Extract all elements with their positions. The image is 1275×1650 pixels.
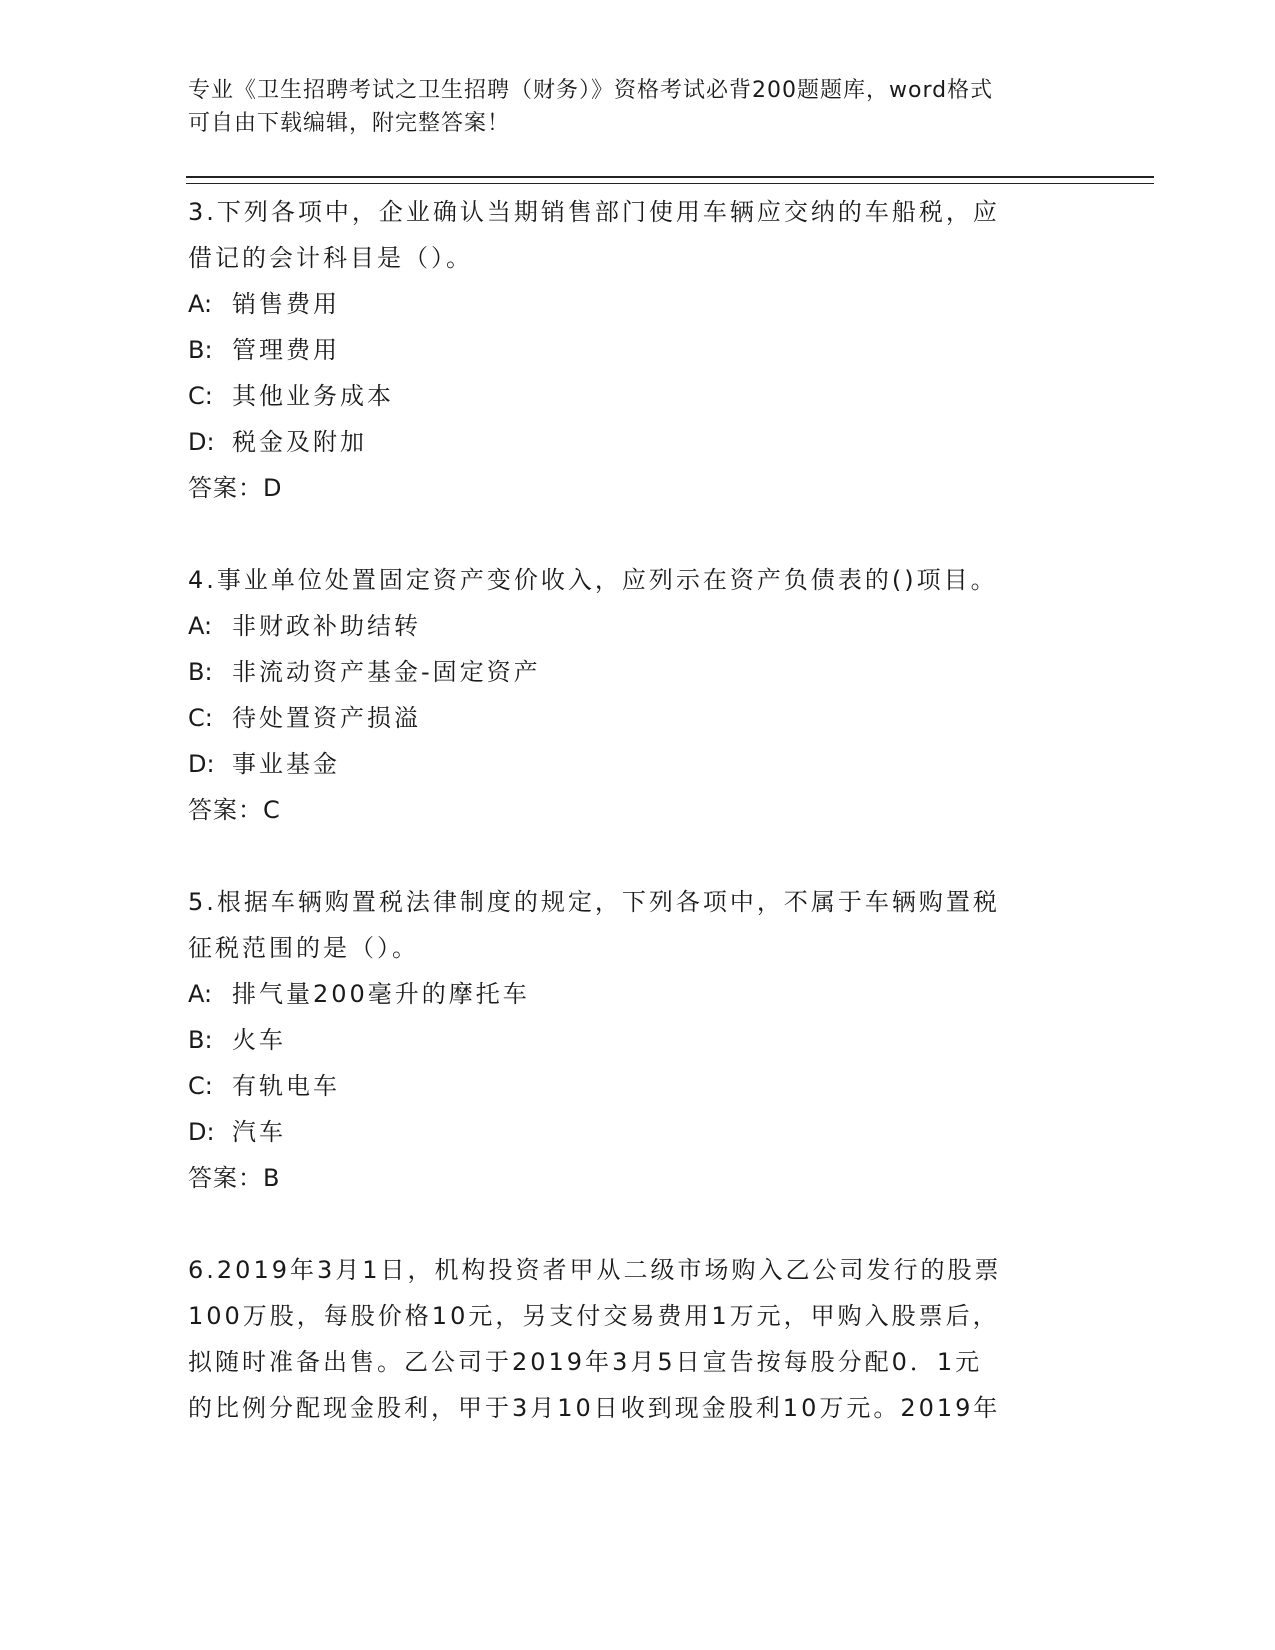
question-text-line: 4.事业单位处置固定资产变价收入，应列示在资产负债表的()项目。 (188, 566, 998, 594)
option-c (188, 373, 1088, 419)
option-text: 火车 (232, 1026, 286, 1054)
answer-line: 答案：D (188, 474, 283, 502)
question-item (188, 1247, 1088, 1431)
option-a (188, 971, 1088, 1017)
option-a (188, 281, 1088, 327)
option-text: 排气量200毫升的摩托车 (232, 980, 530, 1008)
option-b (188, 649, 1088, 695)
option-text: 事业基金 (232, 750, 340, 778)
option-b (188, 1017, 1088, 1063)
option-letter: C: (188, 382, 213, 410)
option-text: 管理费用 (232, 336, 340, 364)
question-spacer (188, 833, 1088, 879)
question-text-line: 5.根据车辆购置税法律制度的规定，下列各项中，不属于车辆购置税 (188, 888, 1000, 916)
option-c (188, 1063, 1088, 1109)
option-letter: D: (188, 1118, 215, 1146)
option-letter: D: (188, 428, 215, 456)
option-b (188, 327, 1088, 373)
option-letter: B: (188, 1026, 213, 1054)
option-text: 非流动资产基金-固定资产 (232, 658, 541, 686)
option-text: 有轨电车 (232, 1072, 340, 1100)
question-text-line: 拟随时准备出售。乙公司于2019年3月5日宣告按每股分配0．1元 (188, 1348, 983, 1376)
option-letter: A: (188, 290, 213, 318)
question-spacer (188, 511, 1088, 557)
question-text-line: 6.2019年3月1日，机构投资者甲从二级市场购入乙公司发行的股票 (188, 1256, 1002, 1284)
option-letter: A: (188, 980, 213, 1008)
header-line-2: 可自由下载编辑，附完整答案！ (188, 111, 511, 136)
option-letter: B: (188, 336, 213, 364)
option-letter: D: (188, 750, 215, 778)
option-letter: A: (188, 612, 213, 640)
header-line-1: 专业《卫生招聘考试之卫生招聘（财务）》资格考试必背200题题库，word格式 (188, 78, 994, 103)
question-list (188, 189, 1088, 1431)
question-text-line: 借记的会计科目是（）。 (188, 244, 473, 272)
option-letter: B: (188, 658, 213, 686)
option-text: 其他业务成本 (232, 382, 394, 410)
answer-line: 答案：B (188, 1164, 281, 1192)
option-text: 销售费用 (232, 290, 340, 318)
question-item (188, 879, 1088, 1201)
question-text-line: 3.下列各项中，企业确认当期销售部门使用车辆应交纳的车船税，应 (188, 198, 1000, 226)
question-text-line: 征税范围的是（）。 (188, 934, 419, 962)
question-item (188, 557, 1088, 833)
question-spacer (188, 1201, 1088, 1247)
option-text: 待处置资产损溢 (232, 704, 421, 732)
question-text-line: 的比例分配现金股利，甲于3月10日收到现金股利10万元。2019年 (188, 1394, 1001, 1422)
question-item (188, 189, 1088, 511)
header-divider-thick (186, 176, 1154, 178)
option-c (188, 695, 1088, 741)
option-a (188, 603, 1088, 649)
option-d (188, 1109, 1088, 1155)
header-divider-thin (186, 183, 1154, 184)
option-text: 税金及附加 (232, 428, 367, 456)
option-text: 非财政补助结转 (232, 612, 421, 640)
option-d (188, 741, 1088, 787)
option-text: 汽车 (232, 1118, 286, 1146)
question-text-line: 100万股，每股价格10元，另支付交易费用1万元，甲购入股票后， (188, 1302, 1000, 1330)
option-letter: C: (188, 704, 213, 732)
option-letter: C: (188, 1072, 213, 1100)
document-header (188, 74, 1068, 140)
answer-line: 答案：C (188, 796, 281, 824)
option-d (188, 419, 1088, 465)
